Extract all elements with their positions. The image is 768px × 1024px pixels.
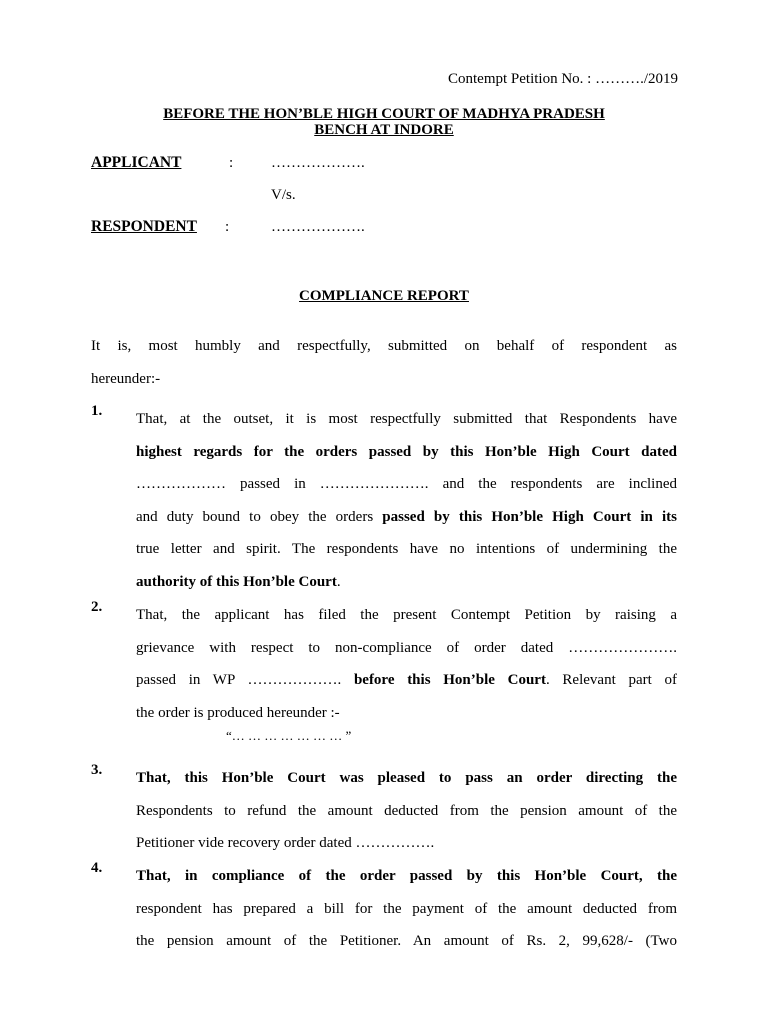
paragraph-line: That, the applicant has filed the present Contempt Petition by raising a [136, 607, 677, 623]
paragraph-line: grievance with respect to non-compliance of order dated …………………. [136, 639, 677, 656]
text-run: . [336, 573, 341, 590]
paragraph-line: the pension amount of the Petitioner. An amount of Rs. 2, 99,628/- (Two [136, 933, 677, 949]
paragraph-line: ……………… passed in …………………. and the respondents are inclined [136, 476, 677, 492]
petition-number: Contempt Petition No. : ………./2019 [447, 71, 678, 87]
applicant-value: ………………. [271, 155, 365, 171]
paragraph-line [136, 436, 677, 469]
court-heading-line2: BENCH AT INDORE [314, 122, 454, 138]
paragraph-number: 1. [91, 403, 103, 419]
paragraph-line: true letter and spirit. The respondents have no intentions of undermining the [136, 541, 677, 557]
paragraph-line [136, 664, 677, 697]
paragraph-line [136, 566, 677, 599]
intro-line: hereunder:- [91, 370, 161, 387]
versus-text: V/s. [271, 187, 296, 203]
applicant-colon: : [229, 155, 234, 171]
paragraph-body [136, 762, 677, 860]
paragraph-number: 4. [91, 860, 103, 876]
paragraph-line: That, at the outset, it is most respectfully submitted that Respondents have [136, 411, 677, 427]
text-run: . Relevant part of [545, 672, 677, 688]
paragraph-line [136, 762, 677, 795]
court-heading-line1: BEFORE THE HON’BLE HIGH COURT OF MADHYA PRADESH [163, 106, 605, 122]
bold-text: before this Hon’ble Court [353, 672, 546, 688]
paragraph-number: 2. [91, 599, 103, 615]
applicant-label: APPLICANT [91, 154, 182, 171]
respondent-value: ………………. [271, 219, 365, 235]
bold-text: authority of this Hon’ble Court [136, 573, 337, 590]
respondent-label: RESPONDENT [91, 218, 197, 235]
text-run: and duty bound to obey the orders [136, 508, 383, 525]
bold-text: passed by this Hon’ble High Court in its [382, 508, 677, 525]
document-title: COMPLIANCE REPORT [299, 288, 469, 304]
respondent-colon: : [225, 219, 230, 235]
paragraph-number: 3. [91, 762, 103, 778]
paragraph-line: Respondents to refund the amount deducted from the pension amount of the [136, 802, 677, 819]
quoted-order-text: “… … … … … … … ” [226, 728, 352, 743]
bold-text: highest regards for the orders passed by this Hon’ble High Court dated [136, 443, 677, 460]
paragraph-body [136, 599, 677, 729]
bold-text: That, this Hon’ble Court was pleased to pass an order directing the [136, 770, 677, 786]
paragraph-line: the order is produced hereunder :- [136, 704, 340, 721]
paragraph-line [136, 501, 677, 534]
bold-text: That, in compliance of the order passed by this Hon’ble Court, the [136, 868, 677, 884]
paragraph-body [136, 403, 677, 598]
paragraph-body [136, 860, 677, 958]
text-run: passed in WP ………………. [136, 672, 354, 688]
paragraph-line: respondent has prepared a bill for the payment of the amount deducted from [136, 900, 677, 917]
intro-text [91, 330, 677, 395]
paragraph-line: Petitioner vide recovery order dated ……………. [136, 835, 435, 851]
paragraph-line [136, 860, 677, 893]
intro-line: It is, most humbly and respectfully, submitted on behalf of respondent as [91, 338, 677, 354]
